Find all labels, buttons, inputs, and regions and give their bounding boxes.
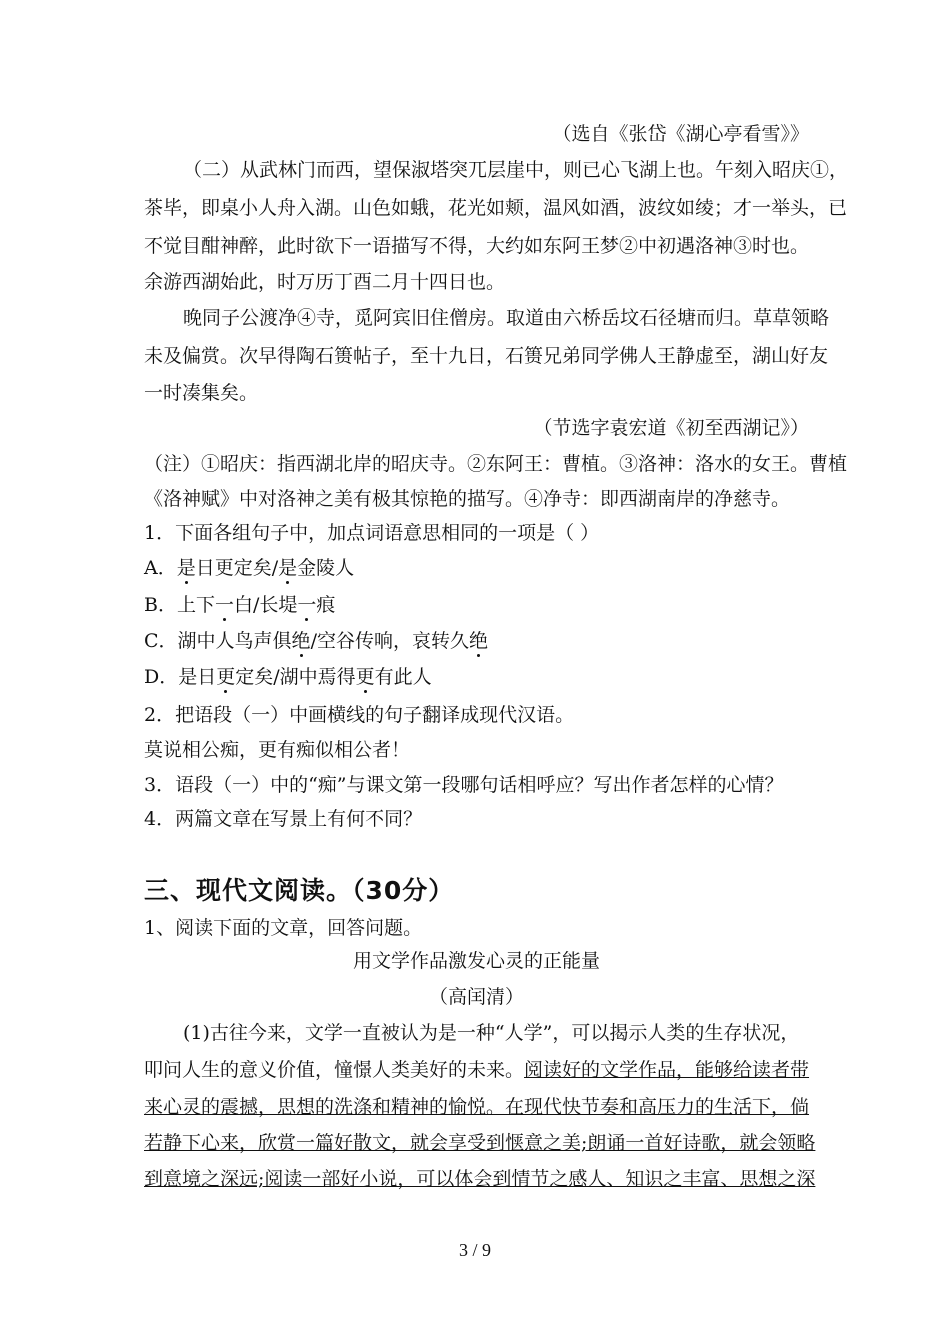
passage-line: 未及偏赏。次早得陶石篑帖子，至十九日，石篑兄弟同学佛人王静虚至，湖山好友 [144,345,829,367]
annotation-line: 《洛神赋》中对洛神之美有极其惊艳的描写。④净寺：即西湖南岸的净慈寺。 [144,488,791,510]
page-number: 3 / 9 [458,1240,491,1260]
article-line: (1)古往今来，文学一直被认为是一种“人学”，可以揭示人类的生存状况， [183,1022,800,1044]
passage-line: 不觉目酣神醉，此时欲下一语描写不得，大约如东阿王梦②中初遇洛神③时也。 [144,235,810,257]
annotation-line: （注）①昭庆：指西湖北岸的昭庆寺。②东阿王：曹植。③洛神：洛水的女王。曹植 [144,453,848,475]
section-intro: 1、阅读下面的文章，回答问题。 [144,917,423,939]
article-author: （高闰清） [428,986,524,1008]
passage-line: 茶毕，即桌小人舟入湖。山色如蛾，花光如颊，温风如酒，波纹如绫；才一举头，已 [144,197,848,219]
option-b: B．上下一白/长堤一痕 [144,594,336,616]
question-3: 3．语段（一）中的“痴”与课文第一段哪句话相呼应？写出作者怎样的心情？ [144,774,784,796]
underlined-sentence: 到意境之深远;阅读一部好小说，可以体会到情节之感人、知识之丰富、思想之深 [144,1168,816,1190]
question-1: 1．下面各组句子中，加点词语意思相同的一项是（ ） [144,522,600,544]
source-note-2: （节选字袁宏道《初至西湖记》） [533,417,809,439]
underlined-sentence: 来心灵的震撼，思想的洗涤和精神的愉悦。在现代快节奏和高压力的生活下，倘 [144,1096,810,1118]
underlined-sentence: 若静下心来，欣赏一篇好散文，就会享受到惬意之美;朗诵一首好诗歌，就会领略 [144,1132,816,1154]
passage-line: 一时凑集矣。 [144,382,259,404]
passage-line: 余游西湖始此，时万历丁酉二月十四日也。 [144,271,506,293]
option-d: D．是日更定矣/湖中焉得更有此人 [144,666,432,688]
question-4: 4．两篇文章在写景上有何不同？ [144,808,423,830]
option-a: A．是日更定矣/是金陵人 [144,557,355,579]
passage-line: 晚同子公渡净④寺，觅阿宾旧住僧房。取道由六桥岳坟石径塘而归。草草领略 [183,307,830,329]
section-heading: 三、现代文阅读。（30分） [144,876,455,905]
article-title: 用文学作品激发心灵的正能量 [352,950,600,972]
underlined-sentence: 阅读好的文学作品，能够给读者带 [524,1059,810,1081]
question-2: 2．把语段（一）中画横线的句子翻译成现代汉语。 [144,704,575,726]
article-line: 叩问人生的意义价值，憧憬人类美好的未来。阅读好的文学作品，能够给读者带 [144,1059,810,1081]
option-c: C．湖中人鸟声俱绝/空谷传响，哀转久绝 [144,630,488,652]
source-note-1: （选自《张岱《湖心亭看雪》》 [552,123,809,145]
passage-line: （二）从武林门而西，望保淑塔突兀层崖中，则已心飞湖上也。午刻入昭庆①， [183,159,849,181]
question-2-sentence: 莫说相公痴，更有痴似相公者！ [144,739,411,761]
